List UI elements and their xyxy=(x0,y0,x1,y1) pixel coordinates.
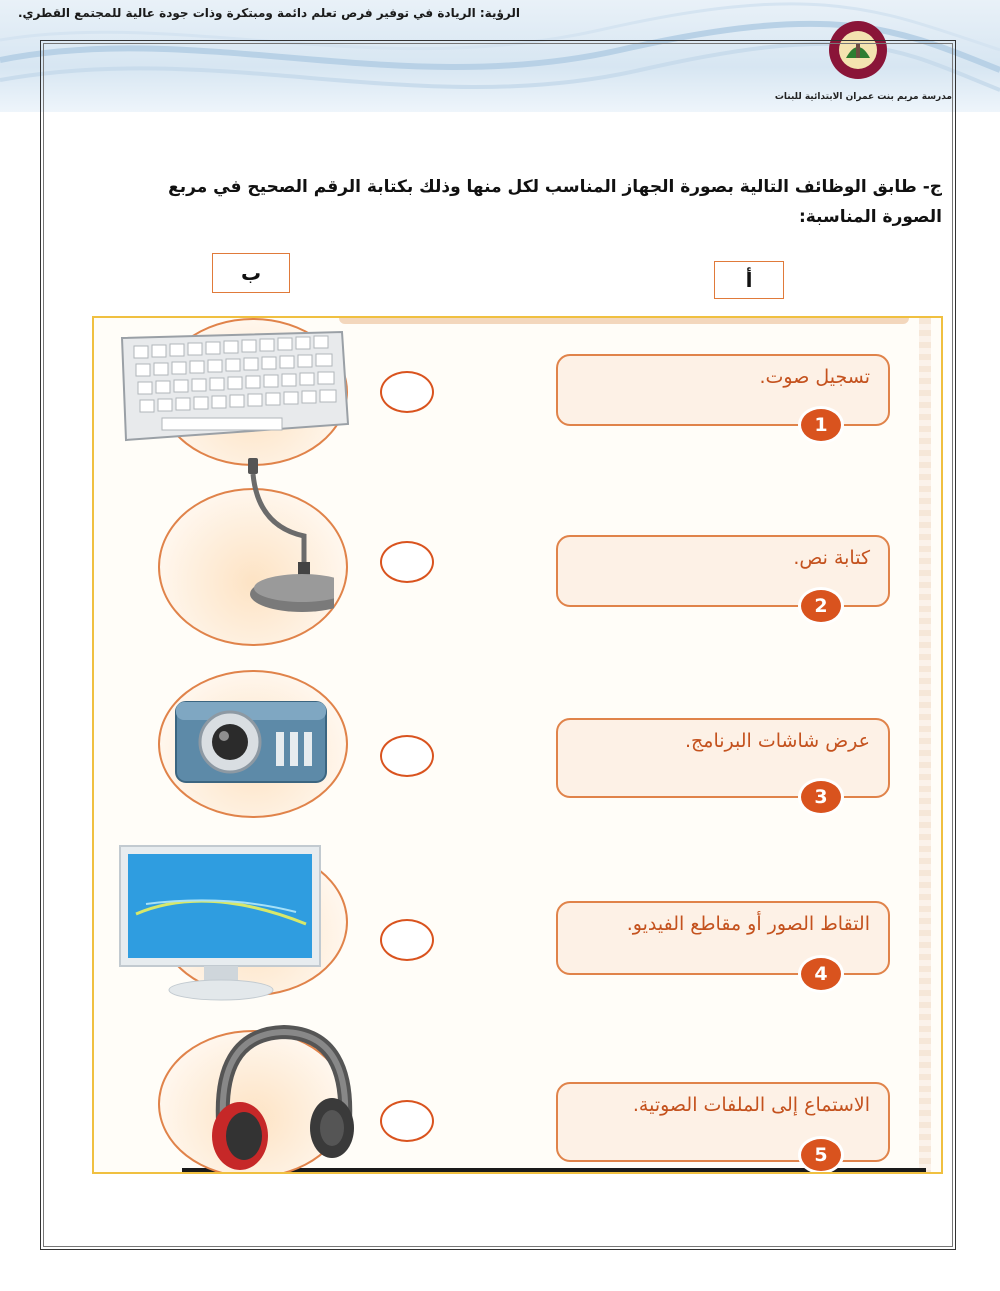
column-a-label: أ xyxy=(714,261,784,299)
function-text: التقاط الصور أو مقاطع الفيديو. xyxy=(626,913,870,935)
matching-panel xyxy=(92,316,943,1174)
function-item xyxy=(556,535,890,617)
function-number: 4 xyxy=(798,955,844,993)
function-item xyxy=(556,718,890,808)
function-item xyxy=(556,901,890,985)
monitor-icon xyxy=(116,844,326,1004)
question-text: ج- طابق الوظائف التالية بصورة الجهاز المناسب لكل منها وذلك بكتابة الرقم الصحيح في مربع الصورة المناسبة: xyxy=(168,177,942,227)
microphone-icon xyxy=(194,456,334,616)
camera-icon xyxy=(172,696,332,786)
function-number: 1 xyxy=(798,406,844,444)
function-item xyxy=(556,1082,890,1166)
headphones-icon xyxy=(194,1024,374,1174)
answer-circle[interactable] xyxy=(380,919,434,961)
panel-side-strip xyxy=(919,318,931,1172)
function-number: 3 xyxy=(798,778,844,816)
function-text: كتابة نص. xyxy=(793,547,870,569)
column-b-label: ب xyxy=(212,253,290,293)
answer-circle[interactable] xyxy=(380,735,434,777)
school-name: مدرسة مريم بنت عمران الابتدائية للبنات xyxy=(774,92,952,102)
answer-circle[interactable] xyxy=(380,1100,434,1142)
function-item xyxy=(556,354,890,436)
function-text: عرض شاشات البرنامج. xyxy=(684,730,870,752)
answer-circle[interactable] xyxy=(380,541,434,583)
function-number: 2 xyxy=(798,587,844,625)
keyboard-icon xyxy=(112,328,352,446)
vision-statement: الرؤية: الريادة في توفير فرص تعلم دائمة ومبتكرة وذات جودة عالية للمجتمع القطري. xyxy=(17,6,520,20)
function-number: 5 xyxy=(798,1136,844,1174)
panel-top-strip xyxy=(339,318,909,324)
function-text: تسجيل صوت. xyxy=(759,366,870,388)
answer-circle[interactable] xyxy=(380,371,434,413)
function-text: الاستماع إلى الملفات الصوتية. xyxy=(632,1094,870,1116)
